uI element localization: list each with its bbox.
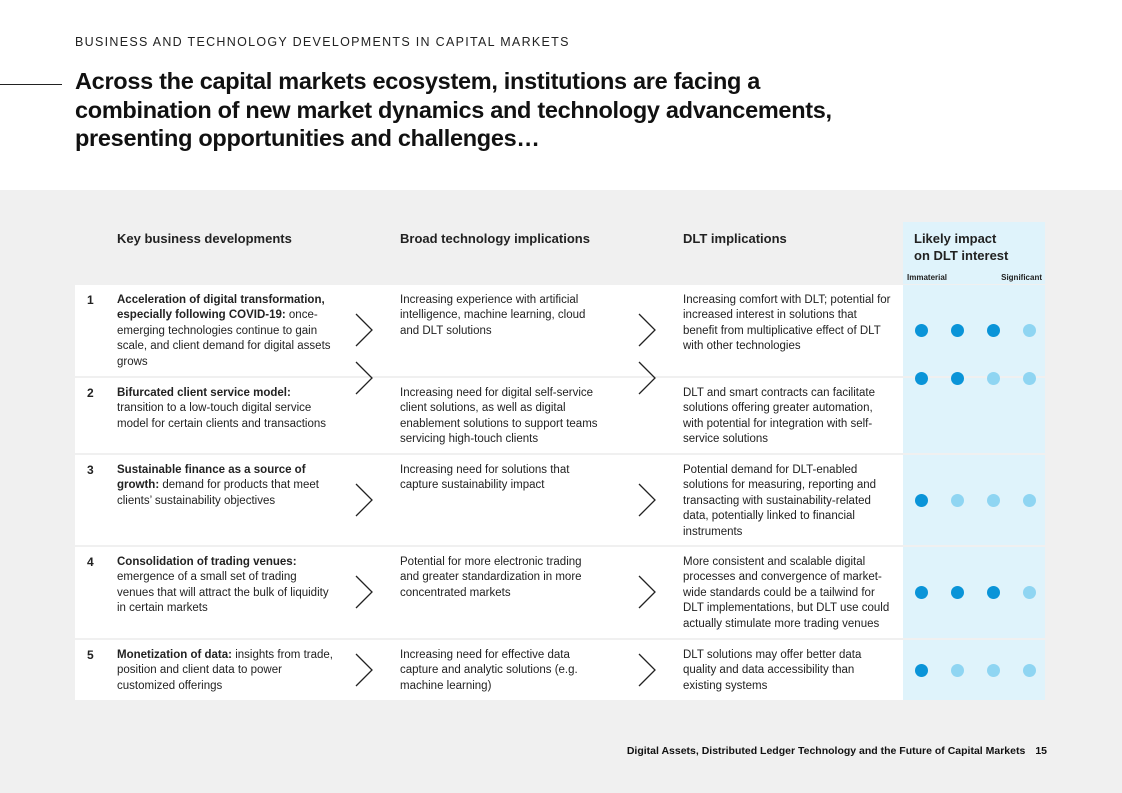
technology-implication: Increasing experience with artificial intelligence, machine learning, cloud and DLT solutions bbox=[400, 294, 586, 337]
impact-dot-empty bbox=[1023, 586, 1036, 599]
scale-label-high: Significant bbox=[1001, 273, 1042, 282]
table-row bbox=[75, 455, 903, 545]
impact-dot-empty bbox=[951, 494, 964, 507]
impact-dot-filled bbox=[915, 586, 928, 599]
impact-dot-empty bbox=[1023, 372, 1036, 385]
page-number: 15 bbox=[1035, 745, 1047, 757]
technology-implication: Increasing need for effective data capture and analytic solutions (e.g. machine learning) bbox=[400, 649, 578, 692]
page-footer bbox=[627, 745, 1047, 757]
impact-dot-filled bbox=[915, 664, 928, 677]
impact-dot-filled bbox=[915, 324, 928, 337]
business-development bbox=[117, 648, 335, 694]
impact-rating bbox=[903, 547, 1045, 638]
impact-dot-empty bbox=[1023, 324, 1036, 337]
chevron-right-icon bbox=[353, 482, 375, 518]
dlt-implication: DLT and smart contracts can facilitate solutions offering greater automation, with potential for integration with self-service solutions bbox=[683, 387, 875, 446]
business-development bbox=[117, 555, 335, 617]
dlt-implication: Increasing comfort with DLT; potential for increased interest in solutions that benefit from multiplicative effect of DLT with other technologies bbox=[683, 294, 891, 353]
table-row bbox=[75, 378, 903, 453]
footer-title: Digital Assets, Distributed Ledger Technology and the Future of Capital Markets bbox=[626, 745, 1026, 757]
chevron-right-icon bbox=[636, 574, 658, 610]
impact-dot-filled bbox=[915, 494, 928, 507]
chevron-right-icon bbox=[353, 574, 375, 610]
section-label: BUSINESS AND TECHNOLOGY DEVELOPMENTS IN CAPITAL MARKETS bbox=[75, 35, 570, 49]
business-development bbox=[117, 386, 335, 432]
business-development-text: emergence of a small set of trading venues that will attract the bulk of liquidity in certain markets bbox=[117, 571, 329, 615]
business-development-title: Monetization of data: bbox=[117, 649, 232, 661]
impact-dot-filled bbox=[915, 372, 928, 385]
chevron-right-icon bbox=[636, 652, 658, 688]
impact-rating bbox=[903, 378, 1045, 453]
impact-rating bbox=[903, 285, 1045, 376]
technology-implication: Potential for more electronic trading and greater standardization in more concentrated markets bbox=[400, 556, 582, 599]
table-row bbox=[75, 285, 903, 376]
column-header-technology: Broad technology implications bbox=[400, 231, 590, 246]
impact-dot-empty bbox=[1023, 664, 1036, 677]
chevron-right-icon bbox=[636, 482, 658, 518]
business-development-text: demand for products that meet clients’ sustainability objectives bbox=[117, 479, 319, 507]
technology-implication: Increasing need for solutions that capture sustainability impact bbox=[400, 464, 570, 492]
impact-rating bbox=[903, 455, 1045, 545]
page-headline: Across the capital markets ecosystem, institutions are facing a combination of new market dynamics and technology advancements, presenting opportunities and challenges… bbox=[75, 68, 832, 151]
column-header-impact bbox=[903, 222, 1045, 284]
table-row bbox=[75, 640, 903, 700]
row-number: 4 bbox=[87, 555, 94, 569]
impact-dot-empty bbox=[987, 494, 1000, 507]
impact-dot-filled bbox=[951, 372, 964, 385]
chevron-right-icon bbox=[353, 652, 375, 688]
business-development bbox=[117, 293, 335, 370]
impact-dot-filled bbox=[951, 324, 964, 337]
impact-title bbox=[914, 230, 1008, 264]
business-development-title: Bifurcated client service model: bbox=[117, 387, 291, 399]
row-number: 3 bbox=[87, 463, 94, 477]
technology-implication: Increasing need for digital self-service client solutions, as well as digital enablement solutions to support teams servicing high-touch clients bbox=[400, 387, 598, 446]
impact-dot-filled bbox=[951, 586, 964, 599]
chevron-right-icon bbox=[636, 312, 658, 348]
business-development-text: insights from trade, position and client data to power customized offerings bbox=[117, 649, 333, 692]
business-development-title: Acceleration of digital transformation, especially following COVID-19: bbox=[117, 294, 325, 322]
dlt-implication: Potential demand for DLT-enabled solutions for measuring, reporting and transacting with sustainability-related data, potentially linked to financial instruments bbox=[683, 464, 877, 538]
business-development-text: transition to a low-touch digital service model for certain clients and transactions bbox=[117, 402, 327, 430]
impact-dot-empty bbox=[1023, 494, 1036, 507]
column-header-business: Key business developments bbox=[117, 231, 292, 246]
dlt-implication: More consistent and scalable digital processes and convergence of market-wide standards could be a tailwind for DLT implementations, but DLT use could actually stimulate more trading venues bbox=[683, 556, 890, 630]
business-development-title: Consolidation of trading venues: bbox=[117, 556, 297, 568]
chevron-right-icon bbox=[353, 312, 375, 348]
chevron-right-icon bbox=[353, 360, 375, 396]
table-row bbox=[75, 547, 903, 638]
row-number: 5 bbox=[87, 648, 94, 662]
impact-rating bbox=[903, 640, 1045, 700]
impact-dot-empty bbox=[987, 664, 1000, 677]
column-header-dlt: DLT implications bbox=[683, 231, 787, 246]
chevron-right-icon bbox=[636, 360, 658, 396]
business-development bbox=[117, 463, 335, 509]
row-number: 2 bbox=[87, 386, 94, 400]
business-development-text: once-emerging technologies continue to gain scale, and client demand for digital assets grows bbox=[117, 309, 331, 368]
dlt-implication: DLT solutions may offer better data quality and data accessibility than existing systems bbox=[683, 649, 862, 692]
business-development-title: Sustainable finance as a source of growth: bbox=[117, 464, 306, 492]
scale-label-low: Immaterial bbox=[907, 273, 948, 282]
impact-dot-empty bbox=[951, 664, 964, 677]
impact-dot-empty bbox=[987, 372, 1000, 385]
impact-dot-filled bbox=[987, 586, 1000, 599]
row-number: 1 bbox=[87, 293, 94, 307]
header-rule bbox=[0, 84, 62, 85]
impact-title-line1: Likely impact bbox=[914, 231, 997, 246]
impact-dot-filled bbox=[987, 324, 1000, 337]
impact-title-line2: on DLT interest bbox=[914, 248, 1009, 263]
